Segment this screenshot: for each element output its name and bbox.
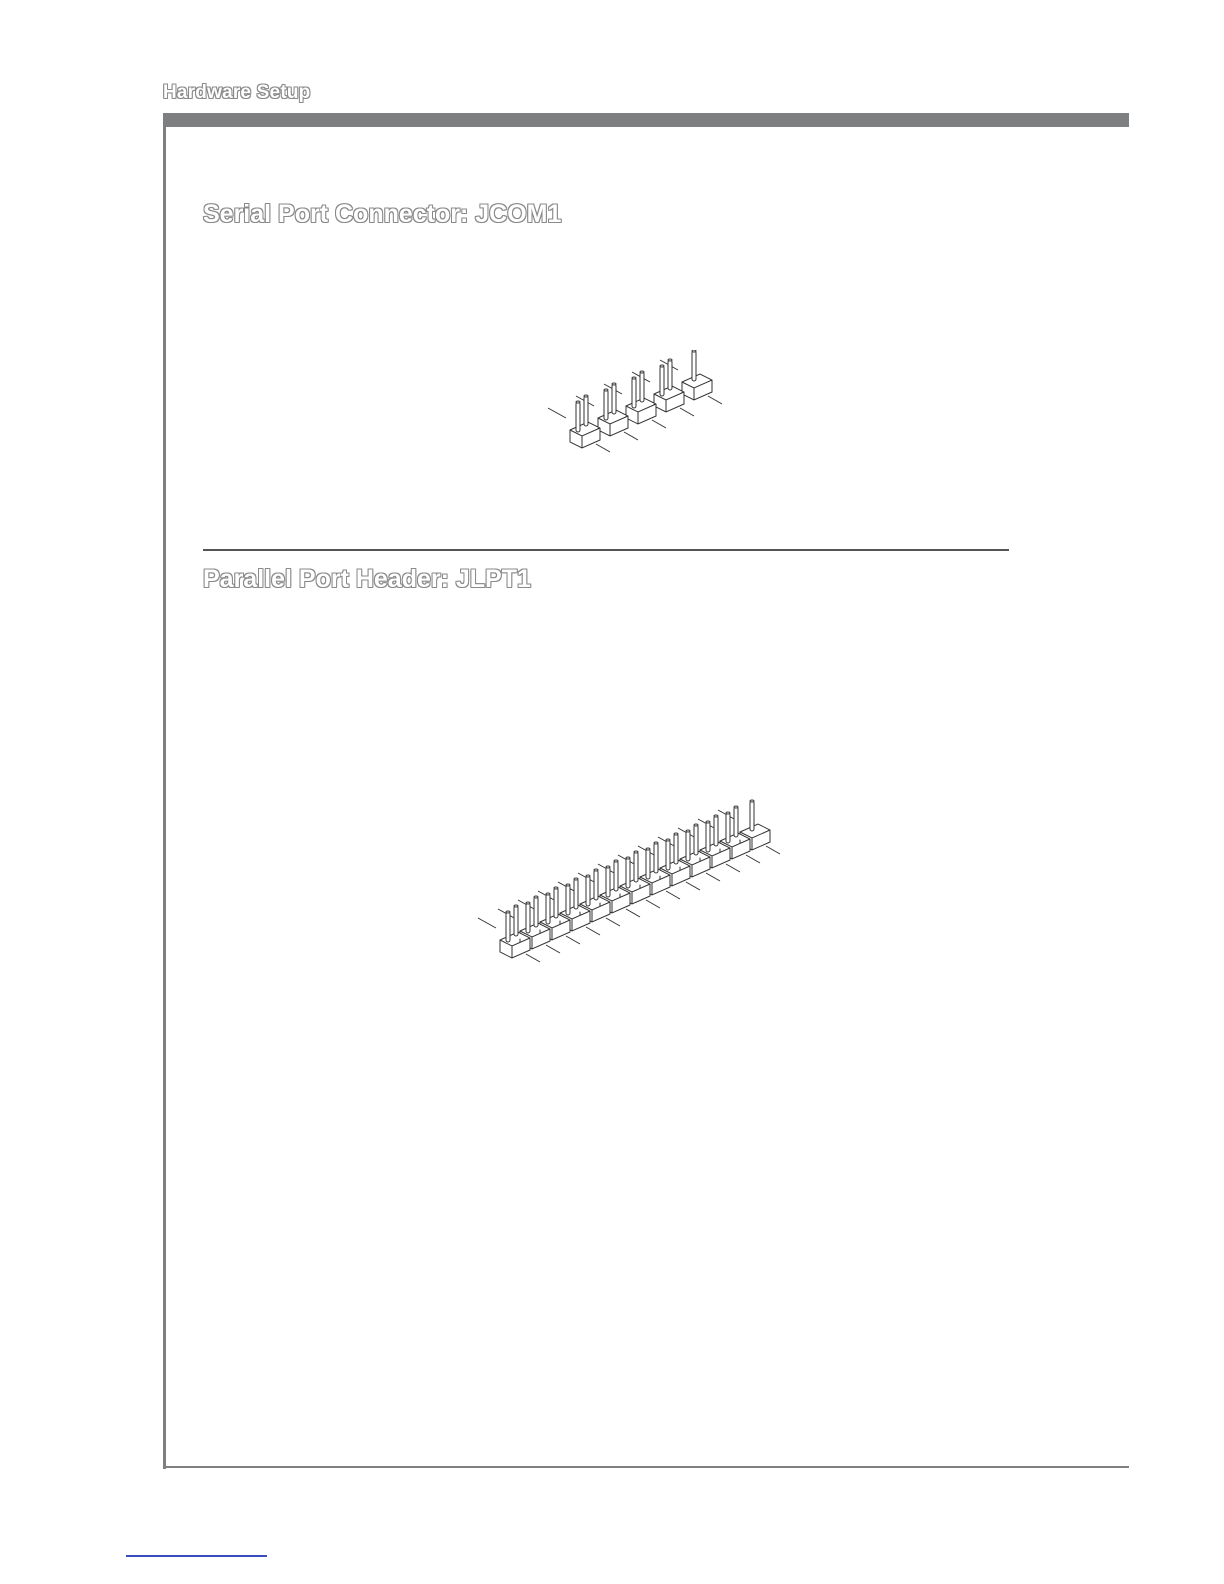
pin-top (640, 371, 644, 373)
pin (534, 897, 538, 927)
pin (634, 852, 638, 882)
leader-line (596, 444, 610, 452)
pin (686, 831, 690, 861)
parallel-port-heading: Parallel Port Header: JLPT1 (203, 565, 531, 593)
pin-top (674, 833, 678, 835)
pin (574, 879, 578, 909)
pin (594, 870, 598, 900)
pin-top (714, 815, 718, 817)
pin-top (614, 860, 618, 862)
pin-top (576, 401, 580, 403)
leader-line (686, 882, 700, 890)
pin-top (534, 896, 538, 898)
pin (612, 384, 616, 414)
leader-line (546, 945, 560, 953)
pin-top (604, 389, 608, 391)
pin (668, 360, 672, 390)
pin-top (654, 842, 658, 844)
pin-top (606, 866, 610, 868)
pin-top (692, 350, 696, 352)
header-bar (163, 113, 1129, 127)
pin (576, 402, 580, 432)
pin-top (546, 893, 550, 895)
pin-top (526, 902, 530, 904)
pin-top (574, 878, 578, 880)
pin (694, 825, 698, 855)
pin-top (634, 851, 638, 853)
pin-top (694, 824, 698, 826)
leader-line (626, 909, 640, 917)
leader-line (708, 396, 722, 404)
leader-line (624, 432, 638, 440)
pin (514, 906, 518, 936)
pin-top (586, 875, 590, 877)
pin-top (506, 911, 510, 913)
pin (674, 834, 678, 864)
pin (506, 912, 510, 942)
pin-top (612, 383, 616, 385)
pin (734, 807, 738, 837)
pin-top (706, 821, 710, 823)
pin-header-group (478, 800, 780, 962)
pin-top (750, 800, 754, 802)
leader-line (646, 900, 660, 908)
pin (726, 813, 730, 843)
pin-top (566, 884, 570, 886)
pin (614, 861, 618, 891)
serial-port-heading: Serial Port Connector: JCOM1 (203, 200, 562, 228)
pin (646, 849, 650, 879)
pin-housing (682, 374, 712, 400)
pin (526, 903, 530, 933)
pin (546, 894, 550, 924)
pin-top (668, 359, 672, 361)
pin (750, 801, 754, 831)
leader-line (680, 408, 694, 416)
leader-line (526, 954, 540, 962)
pin (660, 366, 664, 396)
leader-line (726, 864, 740, 872)
leader-line (652, 420, 666, 428)
pin-top (666, 839, 670, 841)
left-margin-rule (163, 113, 166, 1469)
serial-port-connector-diagram (530, 350, 730, 480)
pin (584, 396, 588, 426)
leader-line (586, 927, 600, 935)
pin-top (626, 857, 630, 859)
pin (706, 822, 710, 852)
pin (714, 816, 718, 846)
pin (586, 876, 590, 906)
pin-top (686, 830, 690, 832)
pin-top (726, 812, 730, 814)
pin (604, 390, 608, 420)
pin-top (554, 887, 558, 889)
leader-line (666, 891, 680, 899)
leader-line (478, 918, 496, 928)
pin (626, 858, 630, 888)
pin (554, 888, 558, 918)
pin-header-group (548, 350, 722, 452)
footer-rule (163, 1466, 1129, 1468)
parallel-port-header-diagram (455, 770, 805, 985)
pin (632, 378, 636, 408)
leader-line (606, 918, 620, 926)
footer-link-underline (126, 1555, 267, 1557)
pin-top (514, 905, 518, 907)
pin (640, 372, 644, 402)
pin (654, 843, 658, 873)
leader-line (766, 846, 780, 854)
pin-top (734, 806, 738, 808)
pin-top (584, 395, 588, 397)
section-divider (203, 549, 1009, 551)
leader-line (746, 855, 760, 863)
pin (566, 885, 570, 915)
section-label: Hardware Setup (163, 82, 311, 103)
pin-top (594, 869, 598, 871)
pin-top (632, 377, 636, 379)
pin-top (660, 365, 664, 367)
leader-line (566, 936, 580, 944)
pin (606, 867, 610, 897)
leader-line (548, 408, 566, 418)
pin (692, 351, 696, 381)
pin (666, 840, 670, 870)
pin-top (646, 848, 650, 850)
leader-line (706, 873, 720, 881)
